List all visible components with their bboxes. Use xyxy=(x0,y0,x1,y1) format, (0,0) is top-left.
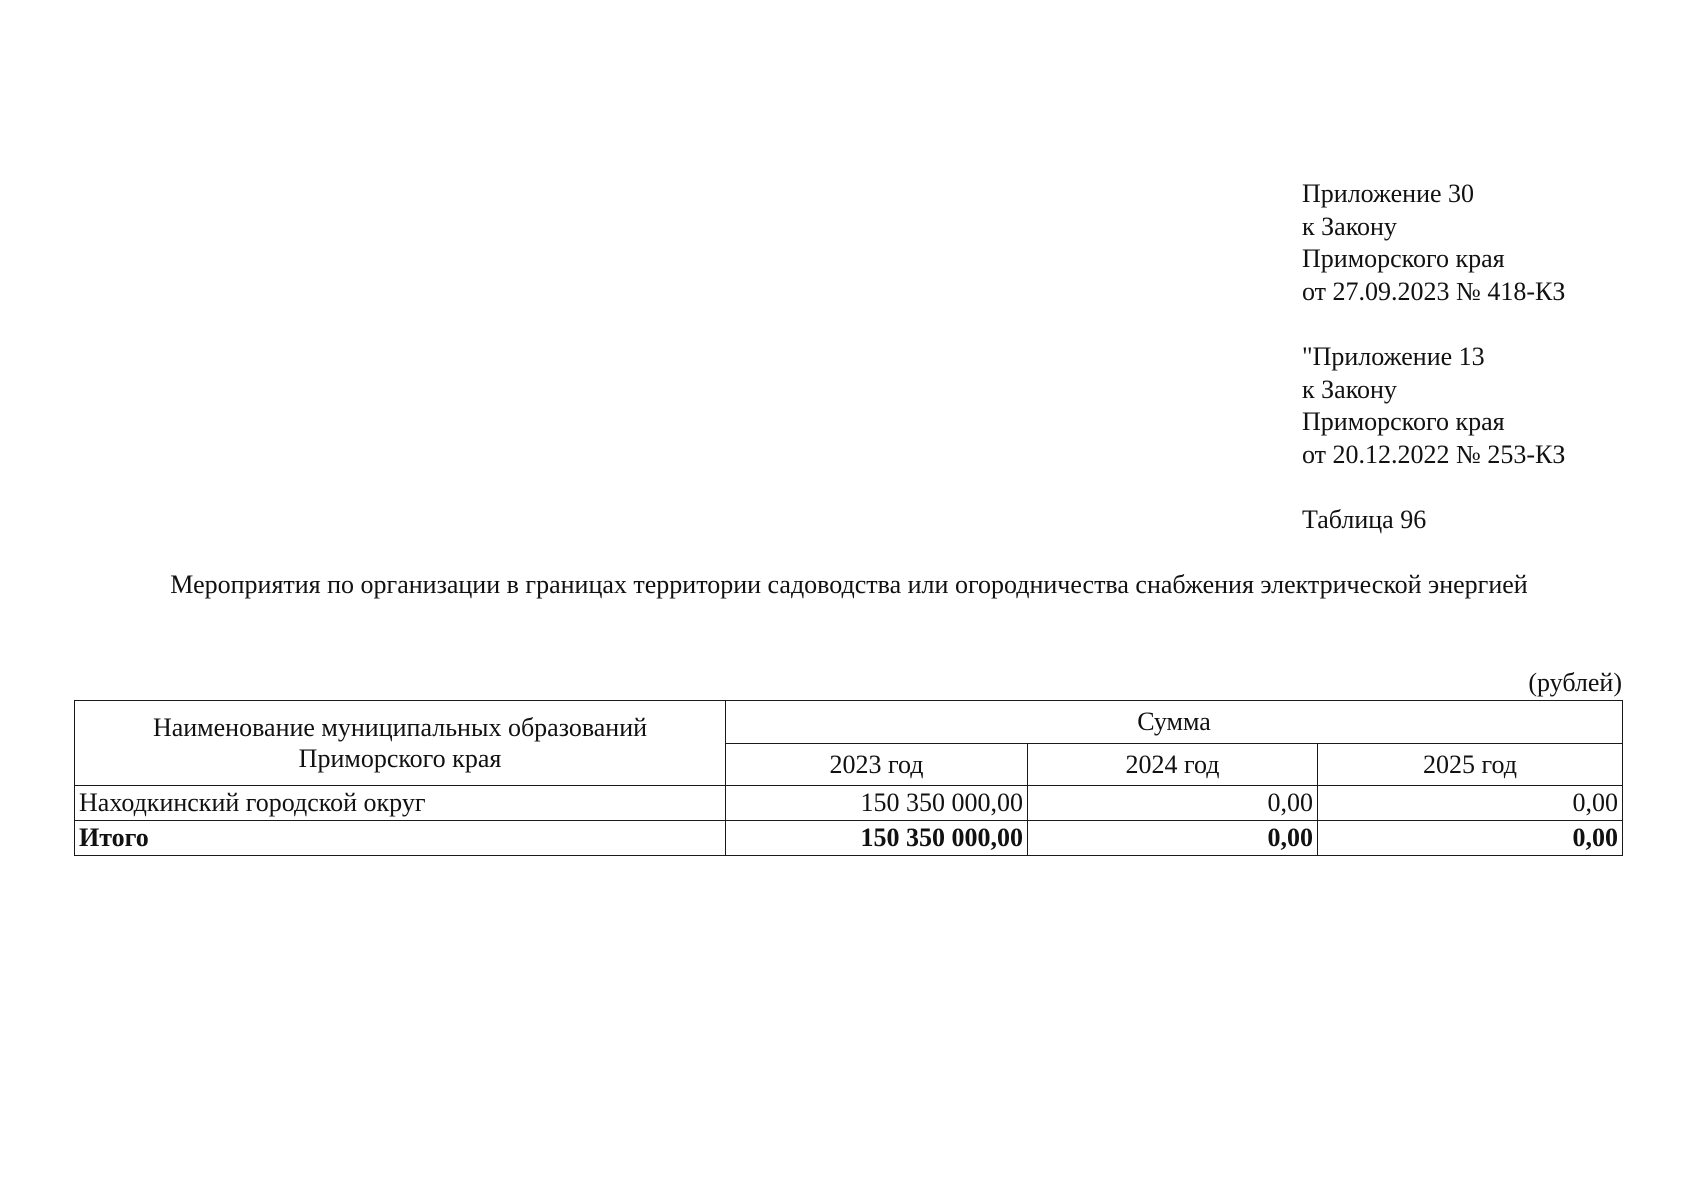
appendix-30-line3: Приморского края xyxy=(1302,244,1505,273)
table-header-row xyxy=(75,701,1623,744)
table-number: Таблица 96 xyxy=(1302,505,1427,534)
funding-table xyxy=(74,700,1623,856)
appendix-30-header xyxy=(1302,178,1565,308)
table-row xyxy=(75,786,1623,821)
total-value-2023: 150 350 000,00 xyxy=(726,821,1028,856)
row-value-2024: 0,00 xyxy=(1028,786,1318,821)
total-label: Итого xyxy=(75,821,726,856)
appendix-13-line4: от 20.12.2022 № 253-КЗ xyxy=(1302,439,1566,469)
appendix-30-line1: Приложение 30 xyxy=(1302,179,1475,208)
appendix-13-header xyxy=(1302,341,1565,471)
row-municipality-name: Находкинский городской округ xyxy=(75,786,726,821)
appendix-30-line4: от 27.09.2023 № 418-КЗ xyxy=(1302,276,1566,306)
appendix-13-line2: к Закону xyxy=(1302,374,1397,404)
appendix-30-line2: к Закону xyxy=(1302,211,1397,241)
appendix-13-line3: Приморского края xyxy=(1302,407,1505,436)
document-title: Мероприятия по организации в границах территории садоводства или огородничества снабжения электрической энергией xyxy=(170,570,1528,599)
total-value-2025: 0,00 xyxy=(1318,821,1623,856)
header-year-2024: 2024 год xyxy=(1028,743,1318,786)
total-value-2024: 0,00 xyxy=(1028,821,1318,856)
units-label: (рублей) xyxy=(1528,668,1622,697)
row-value-2023: 150 350 000,00 xyxy=(726,786,1028,821)
header-year-2023: 2023 год xyxy=(726,743,1028,786)
table-total-row xyxy=(75,821,1623,856)
appendix-13-line1: "Приложение 13 xyxy=(1302,342,1485,371)
header-municipality-line1: Наименование муниципальных образований xyxy=(152,713,648,742)
header-sum: Сумма xyxy=(726,701,1623,744)
header-year-2025: 2025 год xyxy=(1318,743,1623,786)
row-value-2025: 0,00 xyxy=(1318,786,1623,821)
header-municipality-line2: Приморского края xyxy=(298,744,502,773)
header-municipality xyxy=(75,701,726,786)
